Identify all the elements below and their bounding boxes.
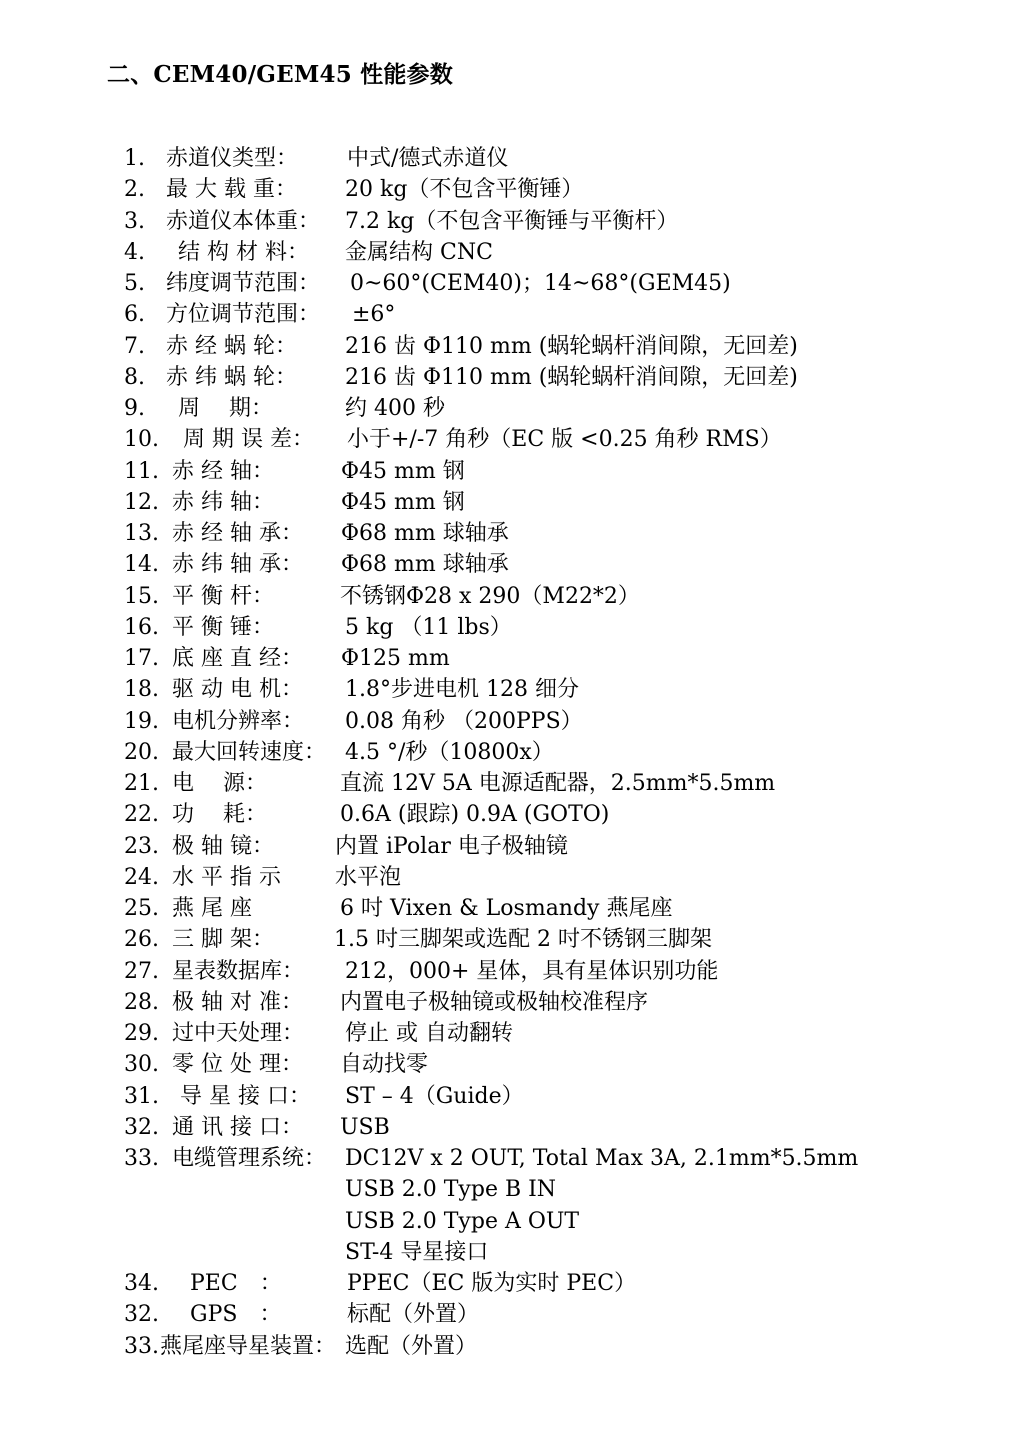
spec-number: 18. [124, 677, 159, 703]
spec-label: 水 平 指 示 [172, 864, 281, 890]
spec-label: 赤 纬 轴 承： [172, 552, 303, 578]
spec-value: 0.08 角秒 （200PPS） [345, 708, 583, 734]
spec-label: 三 脚 架： [172, 927, 274, 953]
page-title: 二、CEM40/GEM45 性能参数 [107, 61, 453, 88]
spec-number: 33. [124, 1333, 159, 1359]
spec-value: ST – 4（Guide） [345, 1083, 524, 1109]
spec-number: 17. [124, 646, 159, 671]
spec-value: 5 kg （11 lbs） [345, 614, 512, 640]
spec-number: 10. [124, 427, 159, 453]
spec-label: 导 星 接 口： [180, 1083, 311, 1109]
spec-number: 14. [124, 552, 159, 578]
spec-value: 216 齿 Φ110 mm (蜗轮蜗杆消间隙，无回差) [345, 364, 798, 390]
spec-label: 赤 纬 蜗 轮： [166, 364, 297, 390]
spec-value: 内置电子极轴镜或极轴校准程序 [340, 989, 649, 1015]
spec-value: 6 吋 Vixen & Losmandy 燕尾座 [340, 896, 673, 921]
spec-number: 6. [124, 302, 145, 328]
spec-label: 底 座 直 经： [172, 646, 303, 671]
spec-label: 赤道仪本体重： [166, 208, 321, 234]
spec-label: 驱 动 电 机： [172, 677, 303, 703]
spec-number: 32. [124, 1114, 159, 1140]
spec-value: 212，000+ 星体，具有星体识别功能 [345, 958, 719, 984]
spec-value: Φ125 mm [341, 646, 450, 671]
spec-number: 29. [124, 1021, 159, 1046]
spec-label: 周 期： [178, 396, 273, 421]
spec-value: 标配（外置） [347, 1302, 480, 1328]
spec-number: 19. [124, 708, 159, 734]
spec-number: 1. [124, 146, 145, 171]
spec-value: 停止 或 自动翻转 [345, 1021, 513, 1046]
spec-value: ±6° [352, 302, 396, 328]
spec-number: 32. [124, 1302, 159, 1328]
spec-number: 34. [124, 1271, 159, 1296]
spec-value: 小于+/-7 角秒（EC 版 <0.25 角秒 RMS） [347, 427, 782, 453]
spec-value: USB 2.0 Type B IN [345, 1177, 557, 1203]
spec-label: PEC ： [190, 1271, 282, 1296]
spec-label: 周 期 误 差： [183, 427, 314, 453]
spec-value: 4.5 °/秒（10800x） [345, 739, 554, 765]
spec-value: 1.5 吋三脚架或选配 2 吋不锈钢三脚架 [334, 927, 712, 953]
spec-value: Φ45 mm 钢 [341, 489, 465, 515]
spec-label: 最 大 载 重： [166, 177, 297, 203]
spec-label: GPS ： [190, 1302, 282, 1328]
spec-number: 24. [124, 864, 159, 890]
spec-label: 通 讯 接 口： [172, 1114, 303, 1140]
spec-value: 20 kg（不包含平衡锤） [345, 177, 584, 203]
spec-number: 16. [124, 614, 159, 640]
spec-label: 极 轴 镜： [172, 833, 274, 859]
spec-value: 金属结构 CNC [345, 239, 493, 265]
spec-label: 赤 经 轴： [172, 458, 274, 484]
spec-number: 27. [124, 958, 159, 984]
spec-number: 22. [124, 802, 159, 828]
spec-label: 燕 尾 座 [172, 896, 252, 921]
spec-number: 3. [124, 208, 145, 234]
spec-number: 2. [124, 177, 145, 203]
spec-label: 平 衡 锤： [172, 614, 274, 640]
spec-label: 电 源： [172, 771, 267, 796]
spec-number: 30. [124, 1052, 159, 1078]
spec-label: 燕尾座导星装置： [160, 1333, 337, 1359]
spec-number: 8. [124, 364, 145, 390]
spec-value: USB [340, 1114, 390, 1140]
spec-label: 赤 经 轴 承： [172, 521, 303, 546]
spec-value: 水平泡 [335, 864, 402, 890]
spec-number: 15. [124, 583, 159, 609]
spec-label: 纬度调节范围： [166, 271, 321, 296]
spec-number: 28. [124, 989, 159, 1015]
spec-number: 5. [124, 271, 145, 296]
spec-value: 中式/德式赤道仪 [347, 146, 509, 171]
spec-value: Φ45 mm 钢 [341, 458, 465, 484]
spec-number: 21. [124, 771, 159, 796]
spec-value: Φ68 mm 球轴承 [341, 521, 509, 546]
spec-label: 功 耗： [172, 802, 267, 828]
spec-value: 不锈钢Φ28 x 290（M22*2） [340, 583, 640, 609]
spec-value: 7.2 kg（不包含平衡锤与平衡杆） [345, 208, 679, 234]
spec-number: 31. [124, 1083, 159, 1109]
spec-label: 星表数据库： [172, 958, 305, 984]
spec-value: 内置 iPolar 电子极轴镜 [335, 833, 568, 859]
spec-label: 电缆管理系统： [172, 1146, 327, 1171]
spec-number: 4. [124, 239, 145, 265]
spec-value: 1.8°步进电机 128 细分 [345, 677, 579, 703]
spec-value: PPEC（EC 版为实时 PEC） [347, 1271, 637, 1296]
spec-label: 平 衡 杆： [172, 583, 274, 609]
spec-value: Φ68 mm 球轴承 [341, 552, 509, 578]
spec-label: 最大回转速度： [172, 739, 327, 765]
spec-value: USB 2.0 Type A OUT [345, 1208, 580, 1234]
spec-value: 选配（外置） [345, 1333, 478, 1359]
spec-label: 赤道仪类型： [166, 146, 299, 171]
spec-number: 11. [124, 458, 159, 484]
spec-label: 极 轴 对 准： [172, 989, 303, 1015]
spec-value: 自动找零 [340, 1052, 429, 1078]
spec-number: 23. [124, 833, 159, 859]
spec-value: 0~60°(CEM40)；14~68°(GEM45) [350, 271, 731, 296]
spec-label: 结 构 材 料： [178, 239, 309, 265]
spec-label: 方位调节范围： [166, 302, 321, 328]
spec-number: 26. [124, 927, 159, 953]
spec-value: 216 齿 Φ110 mm (蜗轮蜗杆消间隙，无回差) [345, 333, 798, 359]
spec-number: 20. [124, 739, 159, 765]
spec-number: 9. [124, 396, 145, 421]
spec-number: 13. [124, 521, 159, 546]
spec-number: 7. [124, 333, 145, 359]
spec-value: ST-4 导星接口 [345, 1239, 489, 1265]
spec-value: 直流 12V 5A 电源适配器，2.5mm*5.5mm [340, 771, 776, 796]
spec-number: 25. [124, 896, 159, 921]
spec-number: 33. [124, 1146, 159, 1171]
spec-value: 0.6A (跟踪) 0.9A (GOTO) [340, 802, 610, 828]
spec-label: 零 位 处 理： [172, 1052, 303, 1078]
spec-label: 赤 经 蜗 轮： [166, 333, 297, 359]
spec-label: 赤 纬 轴： [172, 489, 274, 515]
spec-value: DC12V x 2 OUT, Total Max 3A, 2.1mm*5.5mm [345, 1146, 859, 1171]
spec-label: 过中天处理： [172, 1021, 305, 1046]
spec-number: 12. [124, 489, 159, 515]
spec-label: 电机分辨率： [172, 708, 305, 734]
spec-value: 约 400 秒 [345, 396, 445, 421]
